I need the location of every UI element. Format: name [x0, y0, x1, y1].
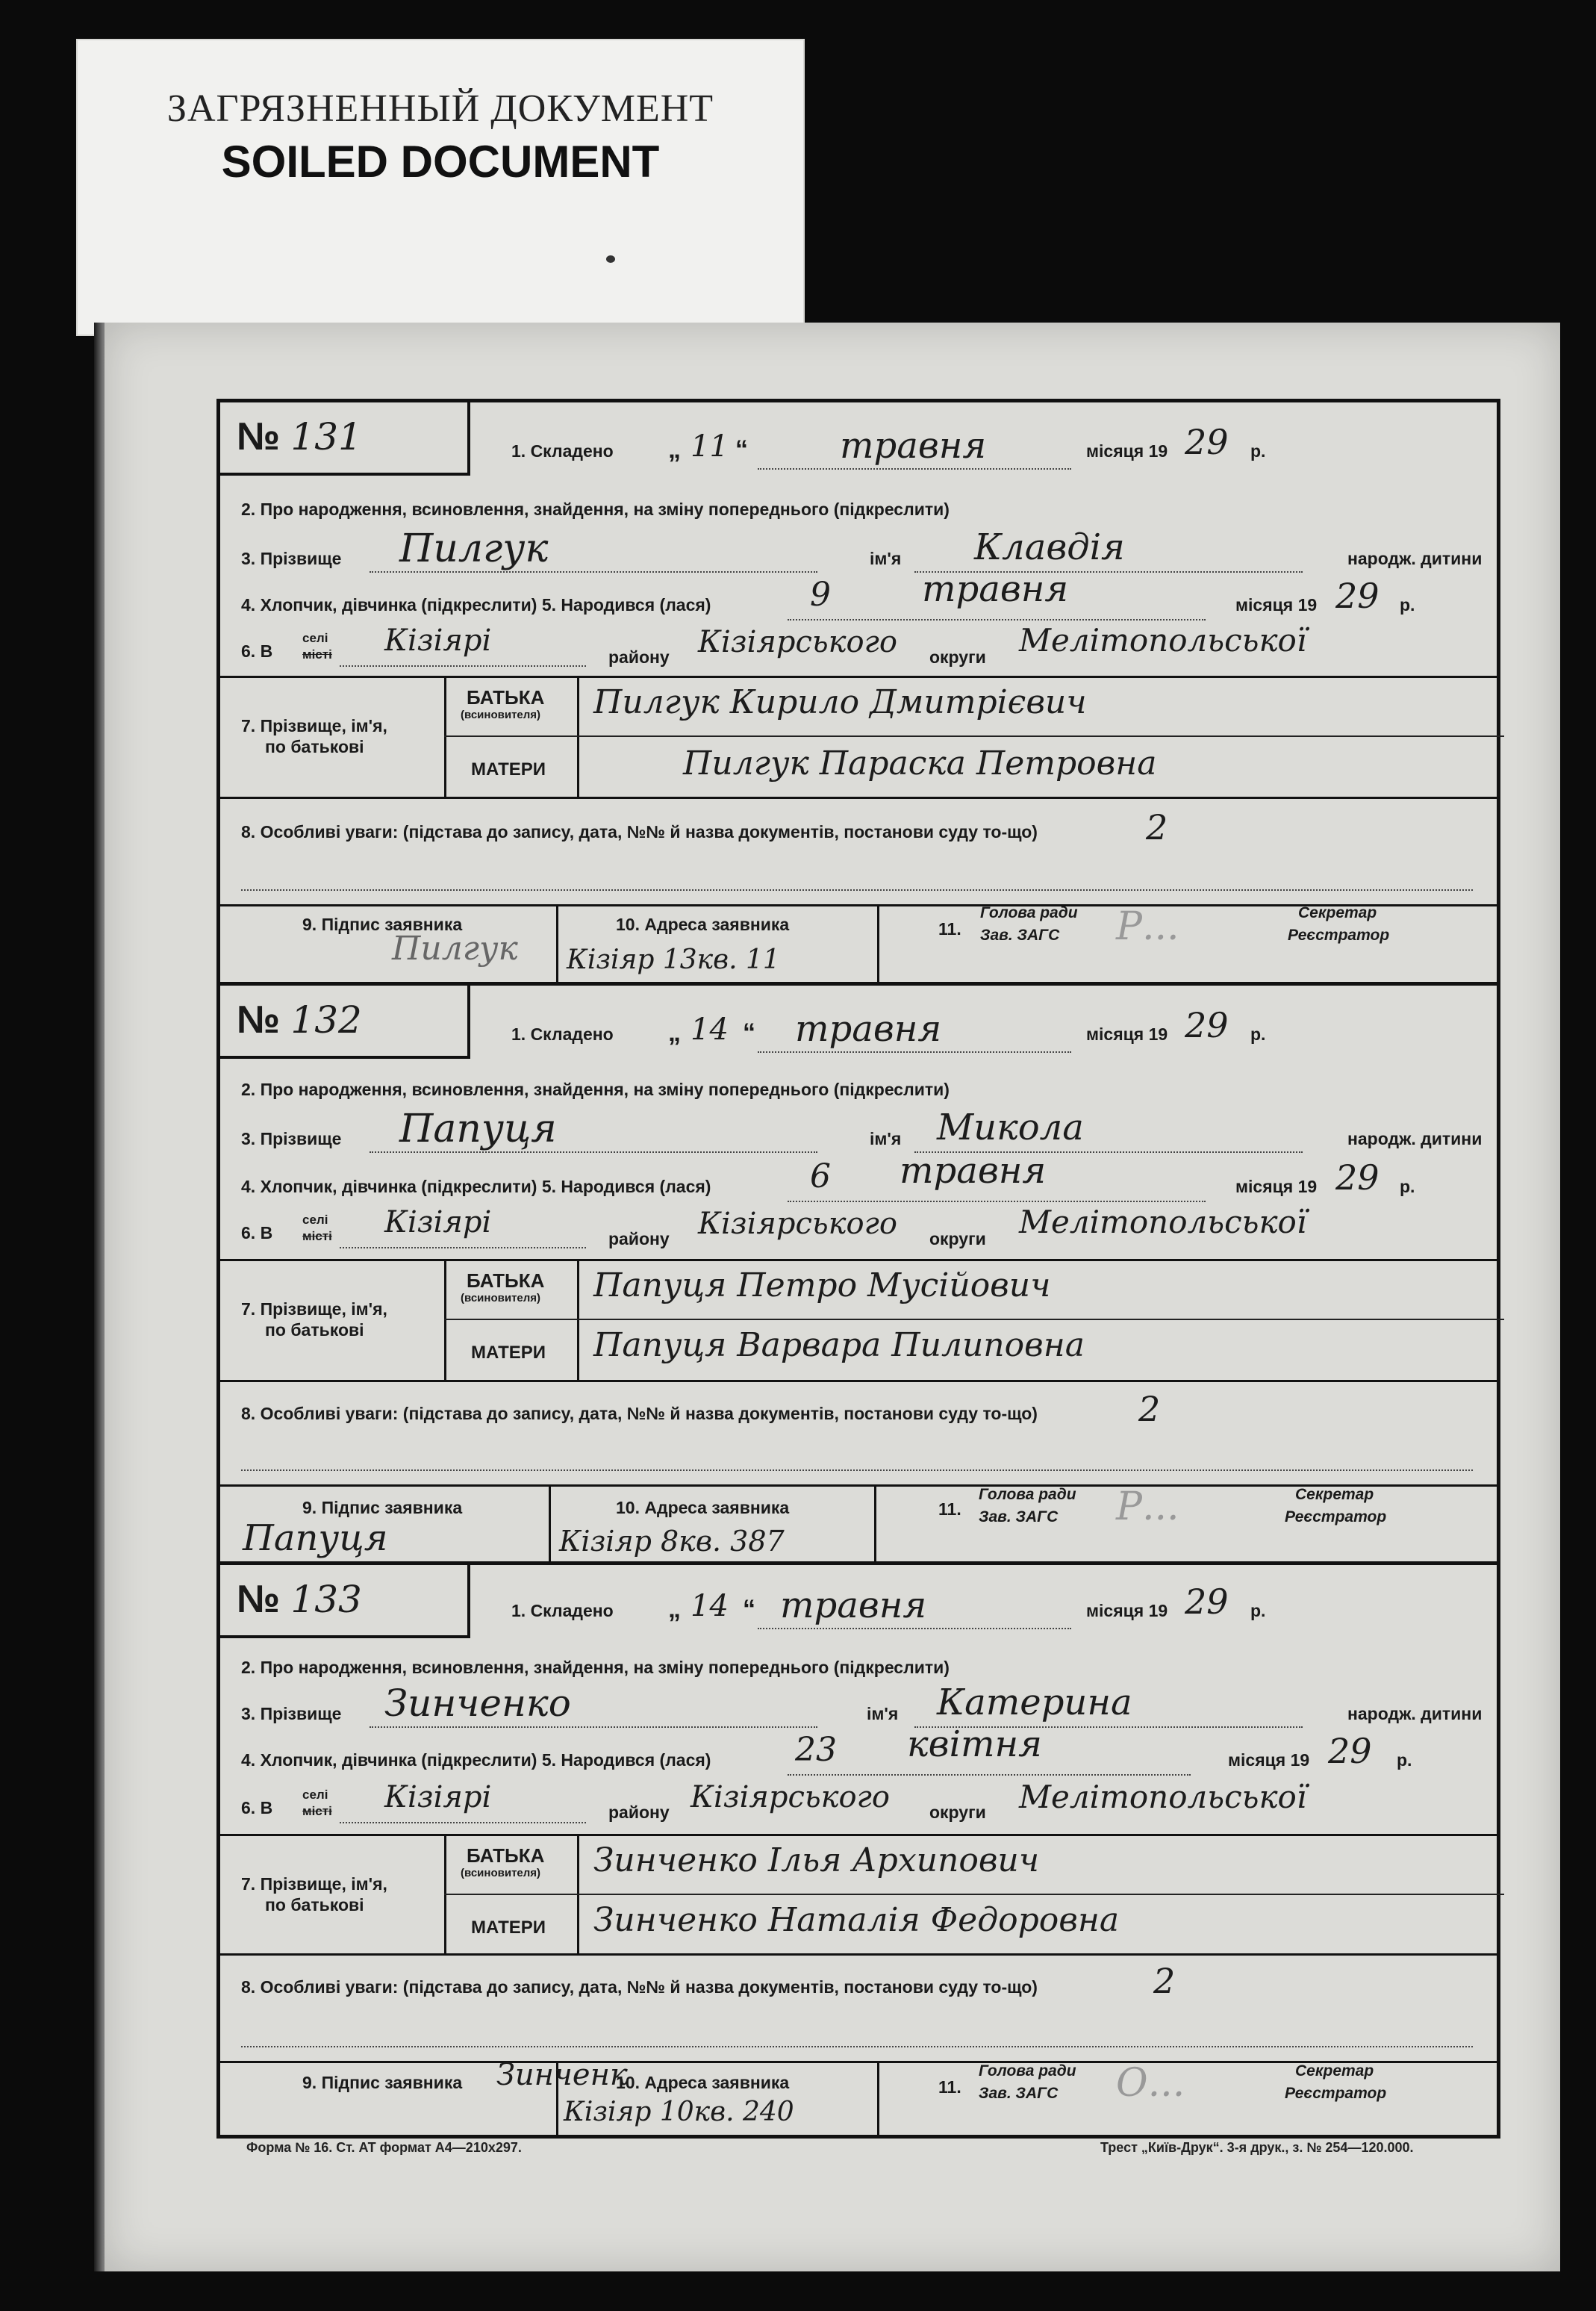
field-2-label: 2. Про народження, всиновлення, знайдення, на зміну попереднього (підкреслити) [241, 1080, 950, 1099]
record-number: № 131 [237, 415, 362, 458]
birth-place: Кізіярі [384, 623, 492, 658]
child-name: Катерина [937, 1682, 1132, 1723]
born-year: 29 [1328, 1731, 1372, 1771]
composed-year: 29 [1185, 1005, 1229, 1045]
birth-place: Кізіярі [384, 1205, 492, 1240]
mother-name: Папуця Варвара Пилиповна [593, 1326, 1085, 1364]
born-year: 29 [1335, 576, 1380, 616]
record-number: № 132 [237, 998, 362, 1042]
composed-label: 1. Складено [511, 441, 614, 461]
mother-name: Зинченко Наталія Федоровна [593, 1901, 1120, 1939]
birth-okrug: Мелітопольської [1019, 622, 1307, 659]
father-name: Папуця Петро Мусійович [593, 1266, 1051, 1304]
record-number: № 133 [237, 1578, 362, 1621]
birth-place: Кізіярі [384, 1780, 492, 1814]
applicant-signature: Пилгук [392, 930, 518, 968]
birth-okrug: Мелітопольської [1019, 1779, 1307, 1815]
record-number-box [220, 986, 470, 1059]
composed-label: 1. Складено [511, 1024, 614, 1044]
birth-district: Кізіярського [698, 625, 897, 659]
applicant-signature: Зинченк [496, 2058, 628, 2092]
label-en: SOILED DOCUMENT [221, 137, 660, 187]
applicant-address: Кізіяр 8кв. 387 [559, 1525, 785, 1558]
composed-month: травня [840, 425, 987, 467]
field-2-label: 2. Про народження, всиновлення, знайдення, на зміну попереднього (підкреслити) [241, 500, 950, 519]
child-name: Клавдія [974, 526, 1125, 568]
soiled-document-label [76, 39, 805, 336]
born-month: квітня [907, 1723, 1042, 1765]
born-day: 6 [810, 1157, 831, 1195]
father-name: Пилгук Кирило Дмитрієвич [593, 683, 1087, 721]
label-ru: ЗАГРЯЗНЕННЫЙ ДОКУМЕНТ [166, 87, 714, 130]
record-number-box [220, 402, 470, 476]
footer-printer: Трест „Київ-Друк“. 3-я друк., з. № 254—120.000. [1100, 2140, 1414, 2155]
composed-day: 14 [691, 1013, 729, 1047]
born-day: 23 [795, 1731, 837, 1769]
born-year: 29 [1335, 1157, 1380, 1198]
official-signature: Р... [1116, 1484, 1179, 1529]
footer-form-number: Форма № 16. Ст. АТ формат А4—210х297. [246, 2140, 522, 2155]
notes: 2 [1138, 1389, 1161, 1429]
official-signature: О... [1116, 2061, 1185, 2106]
applicant-address: Кізіяр 13кв. 11 [567, 945, 780, 975]
record-131: № 131 1. Складено „ 11 “ травня місяця 19 29 р. 2. Про народження, всиновлення, знайдення, на зміну попереднього (підкреслити) 3. Прізвище Пилгук ім'я Клавдія народж. дитини 4. Хлопчик, дівчинка (підкреслити) 5. Народився (лася) 9 травня місяця 19 29 р. 6. В селі місті Кізіярі району Кізіярського округи Мелітопольської 7. Прізвище, ім'я, по батькові БАТЬКА (всиновителя) МАТЕРИ Пилгук Кирило Дмитрієвич Пилгук Параска Петровна 8. Особливі уваги: (підстава до запису, дата, №№ й назва документів, постанови суду то-що) 2 9. Підпис заявника Пилгук 10. Адреса заявника Кізіяр 13кв. 11 11. Голова ради Зав. ЗАГС Р... Секретар Реєстратор [220, 402, 1497, 982]
composed-day: 14 [691, 1589, 729, 1623]
birth-okrug: Мелітопольської [1019, 1204, 1307, 1240]
label-dot [606, 255, 615, 263]
composed-year: 29 [1185, 422, 1229, 462]
composed-year: 29 [1185, 1581, 1229, 1622]
applicant-address: Кізіяр 10кв. 240 [564, 2097, 794, 2127]
form-sheet [216, 399, 1500, 2139]
child-surname: Зинченко [384, 1682, 571, 1725]
mother-name: Пилгук Параска Петровна [683, 744, 1157, 783]
composed-label: 1. Складено [511, 1601, 614, 1620]
record-132: № 132 1. Складено „ 14 “ травня місяця 19 29 р. 2. Про народження, всиновлення, знайдення, на зміну попереднього (підкреслити) 3. Прізвище Папуця ім'я Микола народж. дитини 4. Хлопчик, дівчинка (підкреслити) 5. Народився (лася) 6 травня місяця 19 29 р. 6. В селі місті Кізіярі району Кізіярського округи Мелітопольської 7. Прізвище, ім'я, по батькові БАТЬКА (всиновителя) МАТЕРИ Папуця Петро Мусійович Папуця Варвара Пилиповна 8. Особливі уваги: (підстава до запису, дата, №№ й назва документів, постанови суду то-що) 2 9. Підпис заявника Папуця 10. Адреса заявника Кізіяр 8кв. 387 11. Голова ради Зав. ЗАГС Р... Секретар Реєстратор [220, 982, 1497, 1561]
child-surname: Пилгук [399, 526, 549, 571]
born-month: травня [922, 568, 1069, 610]
composed-month: травня [795, 1008, 942, 1050]
notes: 2 [1146, 807, 1168, 847]
applicant-signature: Папуця [243, 1517, 388, 1559]
notes: 2 [1153, 1961, 1176, 2001]
father-name: Зинченко Ілья Архипович [593, 1841, 1040, 1879]
child-surname: Папуця [399, 1107, 557, 1151]
birth-district: Кізіярського [698, 1207, 897, 1241]
composed-day: 11 [691, 429, 729, 464]
born-month: травня [900, 1150, 1047, 1192]
field-2-label: 2. Про народження, всиновлення, знайдення, на зміну попереднього (підкреслити) [241, 1658, 950, 1677]
record-number-box [220, 1565, 470, 1638]
child-name: Микола [937, 1107, 1084, 1148]
official-signature: Р... [1116, 904, 1179, 949]
birth-district: Кізіярського [691, 1780, 890, 1814]
record-133: № 133 1. Складено „ 14 “ травня місяця 19 29 р. 2. Про народження, всиновлення, знайдення, на зміну попереднього (підкреслити) 3. Прізвище Зинченко ім'я Катерина народж. дитини 4. Хлопчик, дівчинка (підкреслити) 5. Народився (лася) 23 квітня місяця 19 29 р. 6. В селі місті Кізіярі району Кізіярського округи Мелітопольської 7. Прізвище, ім'я, по батькові БАТЬКА (всиновителя) МАТЕРИ Зинченко Ілья Архипович Зинченко Наталія Федоровна 8. Особливі уваги: (підстава до запису, дата, №№ й назва документів, постанови суду то-що) 2 9. Підпис заявника Зинченк 10. Адреса заявника Кізіяр 10кв. 240 11. Голова ради Зав. ЗАГС О... Секретар Реєстратор [220, 1561, 1497, 2135]
born-day: 9 [810, 576, 831, 614]
composed-month: травня [780, 1584, 927, 1626]
